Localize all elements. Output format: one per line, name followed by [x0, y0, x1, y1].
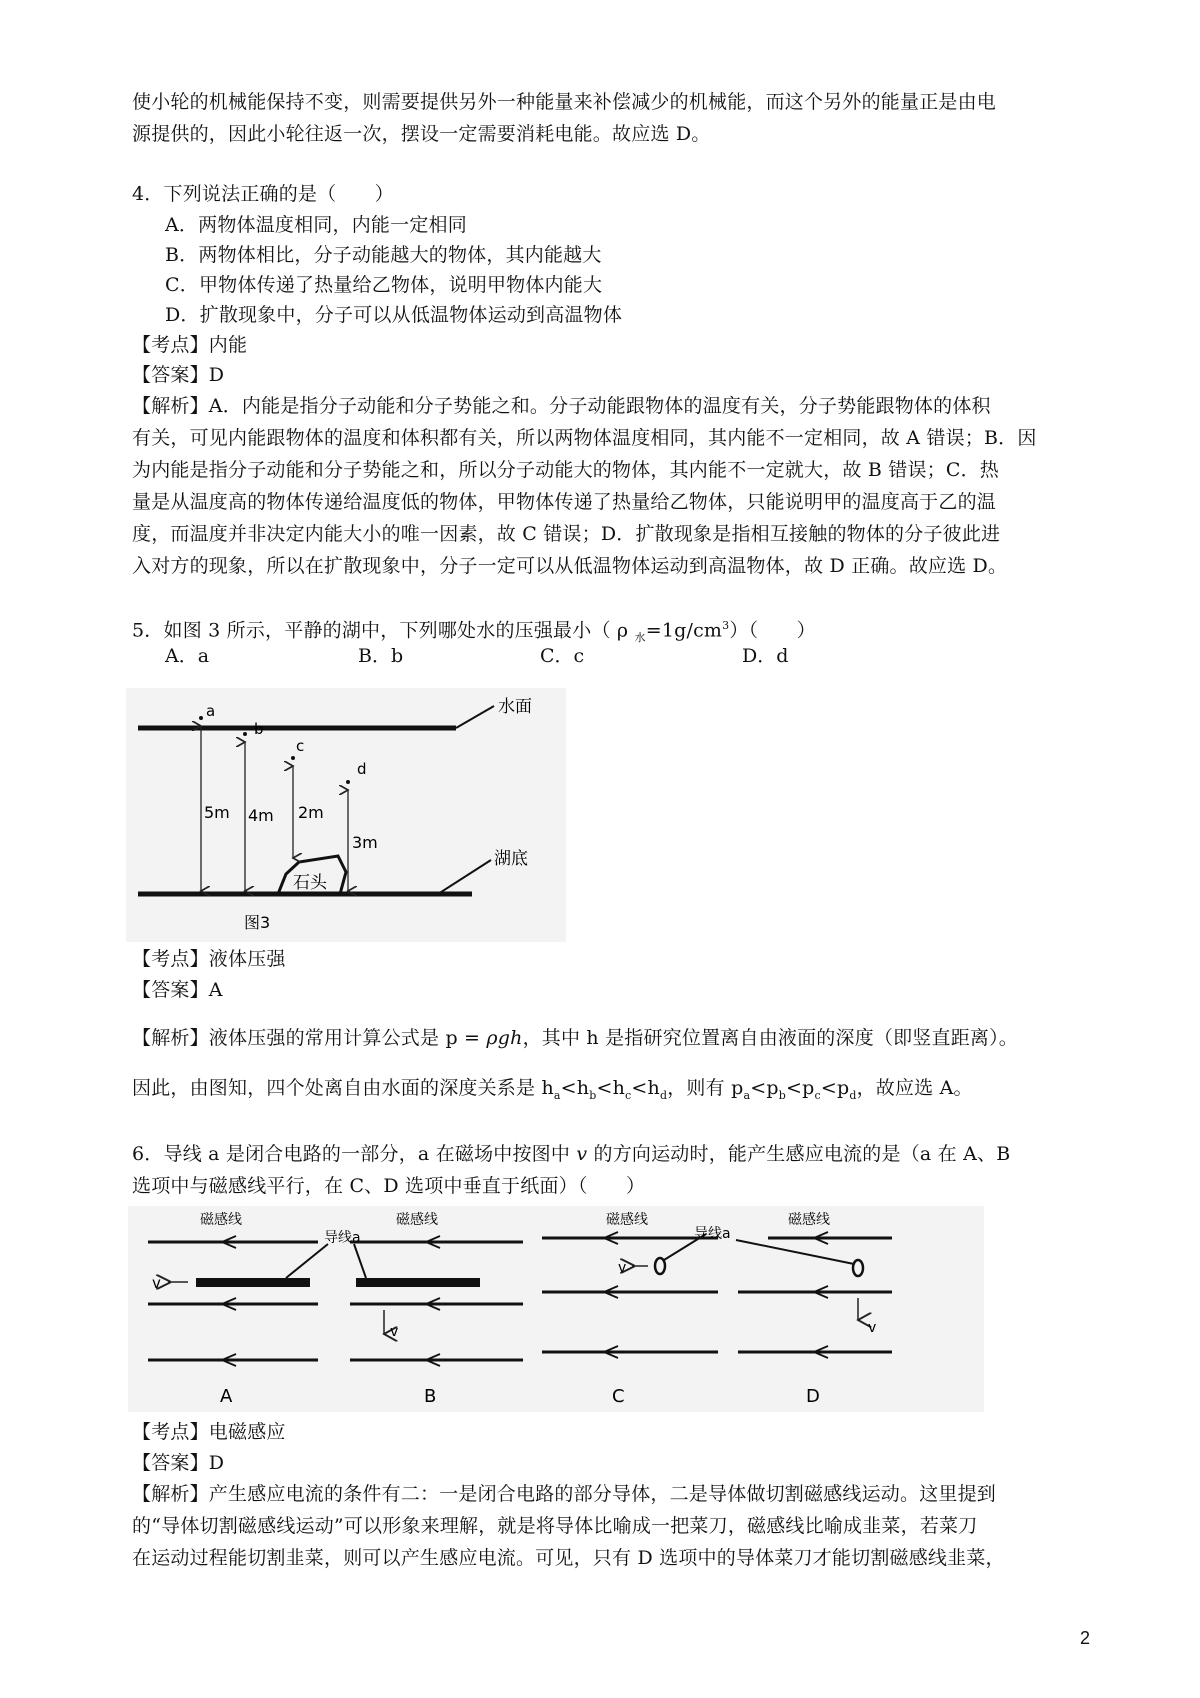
figure-3-caption: 图3: [244, 913, 271, 932]
point-c-label: c: [296, 737, 305, 755]
pressure-formula: ρgh: [486, 1027, 523, 1049]
depth-relation: $h_a<h_b<h_c<h_d$: [541, 1077, 668, 1102]
panel-c-label: C: [612, 1386, 625, 1407]
q5-option-b: B．b: [358, 645, 404, 667]
panel-b-field-label: 磁感线: [396, 1212, 438, 1228]
panel-c-v-label: v: [618, 1260, 627, 1276]
q4-option-b: B．两物体相比，分子动能越大的物体，其内能越大: [165, 244, 602, 266]
panel-a-field-label: 磁感线: [200, 1212, 242, 1228]
panel-a-v-label: v: [152, 1274, 161, 1292]
intro-line-1: 使小轮的机械能保持不变，则需要提供另外一种能量来补偿减少的机械能，而这个另外的能量正是由电: [132, 91, 997, 113]
q5-option-a: A．a: [165, 645, 210, 667]
q4-analysis-6: 入对方的现象，所以在扩散现象中，分子一定可以从低温物体运动到高温物体，故 D 正确。故应选 D。: [132, 555, 1008, 577]
figure-q6-svg: [128, 1206, 984, 1412]
q6-stem-1: 6．导线 a 是闭合电路的一部分，a 在磁场中按图中 v 的方向运动时，能产生感应电流的是（a 在 A、B: [132, 1143, 1011, 1165]
panel-d-label: D: [806, 1386, 820, 1407]
panel-c-field-label: 磁感线: [606, 1212, 648, 1228]
panel-b: [350, 1211, 523, 1407]
depth-c-label: 2m: [298, 803, 324, 822]
stone-label: 石头: [293, 873, 327, 893]
q5-option-d: D．d: [742, 645, 789, 667]
depth-d-label: 3m: [352, 833, 378, 852]
q4-analysis-5: 度，而温度并非决定内能大小的唯一因素，故 C 错误；D．扩散现象是指相互接触的物体的分子彼此进: [132, 523, 1001, 545]
depth-b-label: 4m: [248, 806, 274, 825]
point-d-label: d: [357, 760, 367, 778]
pressure-relation: $p_a<p_b<p_c<p_d$: [731, 1077, 857, 1102]
panel-a-label: A: [220, 1386, 233, 1407]
point-a-label: a: [206, 702, 216, 720]
water-surface-label: 水面: [498, 697, 532, 717]
q5-answer: 【答案】A: [132, 979, 223, 1001]
panel-c: [542, 1211, 718, 1407]
figure-3-svg: [126, 688, 566, 942]
q6-stem-2: 选项中与磁感线平行，在 C、D 选项中垂直于纸面）（ ）: [132, 1175, 646, 1197]
panel-d-field-label: 磁感线: [788, 1212, 830, 1228]
q4-analysis-1: 【解析】A．内能是指分子动能和分子势能之和。分子动能跟物体的温度有关，分子势能跟物体的体积: [132, 395, 991, 417]
q4-option-a: A．两物体温度相同，内能一定相同: [165, 214, 467, 236]
q5-stem: 5．如图 3 所示，平静的湖中，下列哪处水的压强最小（ ρ $_水=1g/cm^3$）（ ）: [132, 619, 816, 645]
q4-analysis-4: 量是从温度高的物体传递给温度低的物体，甲物体传递了热量给乙物体，只能说明甲的温度高于乙的温: [132, 491, 997, 513]
q4-analysis-2: 有关，可见内能跟物体的温度和体积都有关，所以两物体温度相同，其内能不一定相同，故 A 错误；B．因: [132, 427, 1037, 449]
q4-kaodian: 【考点】内能: [132, 334, 248, 356]
panel-d-v-label: v: [868, 1320, 877, 1336]
q6-analysis-2: 的“导体切割磁感线运动”可以形象来理解，就是将导体比喻成一把菜刀，磁感线比喻成韭菜，若菜刀: [132, 1515, 978, 1537]
panel-b-label: B: [424, 1386, 437, 1407]
panel-d-wire: [853, 1260, 863, 1276]
q4-option-d: D．扩散现象中，分子可以从低温物体运动到高温物体: [165, 304, 623, 326]
q6-kaodian: 【考点】电磁感应: [132, 1421, 286, 1443]
q5-analysis-2: 因此，由图知，四个处离自由水面的深度关系是 $h_a<h_b<h_c<h_d$，则有 $p_a<p_b<p_c<p_d$，故应选 A。: [132, 1077, 973, 1102]
panel-a-wire: [196, 1278, 310, 1287]
q4-answer: 【答案】D: [132, 364, 225, 386]
wire-label-ab: 导线a: [324, 1230, 361, 1246]
depth-a-label: 5m: [204, 803, 230, 822]
panel-d: [736, 1211, 892, 1407]
q4-option-c: C．甲物体传递了热量给乙物体，说明甲物体内能大: [165, 274, 603, 296]
q6-analysis-3: 在运动过程能切割韭菜，则可以产生感应电流。可见，只有 D 选项中的导体菜刀才能切割磁感线韭菜，: [132, 1547, 1005, 1569]
lake-bottom-label: 湖底: [494, 849, 528, 869]
panel-a: [148, 1211, 328, 1407]
q4-analysis-3: 为内能是指分子动能和分子势能之和，所以分子动能大的物体，其内能不一定就大，故 B 错误；C．热: [132, 459, 999, 481]
wire-label-cd: 导线a: [694, 1226, 731, 1242]
panel-c-wire: [655, 1258, 665, 1274]
panel-b-v-label: v: [390, 1324, 399, 1340]
page-number: 2: [1079, 1628, 1090, 1648]
figure-q6-induction: [128, 1206, 984, 1412]
q6-answer: 【答案】D: [132, 1452, 225, 1474]
figure-3-lake: [126, 688, 566, 942]
q5-kaodian: 【考点】液体压强: [132, 948, 286, 970]
q4-stem: 4．下列说法正确的是（ ）: [132, 183, 394, 205]
intro-line-2: 源提供的，因此小轮往返一次，摆设一定需要消耗电能。故应选 D。: [132, 123, 711, 145]
panel-b-wire: [356, 1278, 480, 1287]
point-b-label: b: [254, 720, 264, 738]
q5-option-c: C．c: [540, 645, 585, 667]
q5-analysis-1: 【解析】液体压强的常用计算公式是 p = ρgh，其中 h 是指研究位置离自由液面的深度（即竖直距离）。: [132, 1027, 1018, 1049]
q6-analysis-1: 【解析】产生感应电流的条件有二：一是闭合电路的部分导体，二是导体做切割磁感线运动。这里提到: [132, 1483, 997, 1505]
